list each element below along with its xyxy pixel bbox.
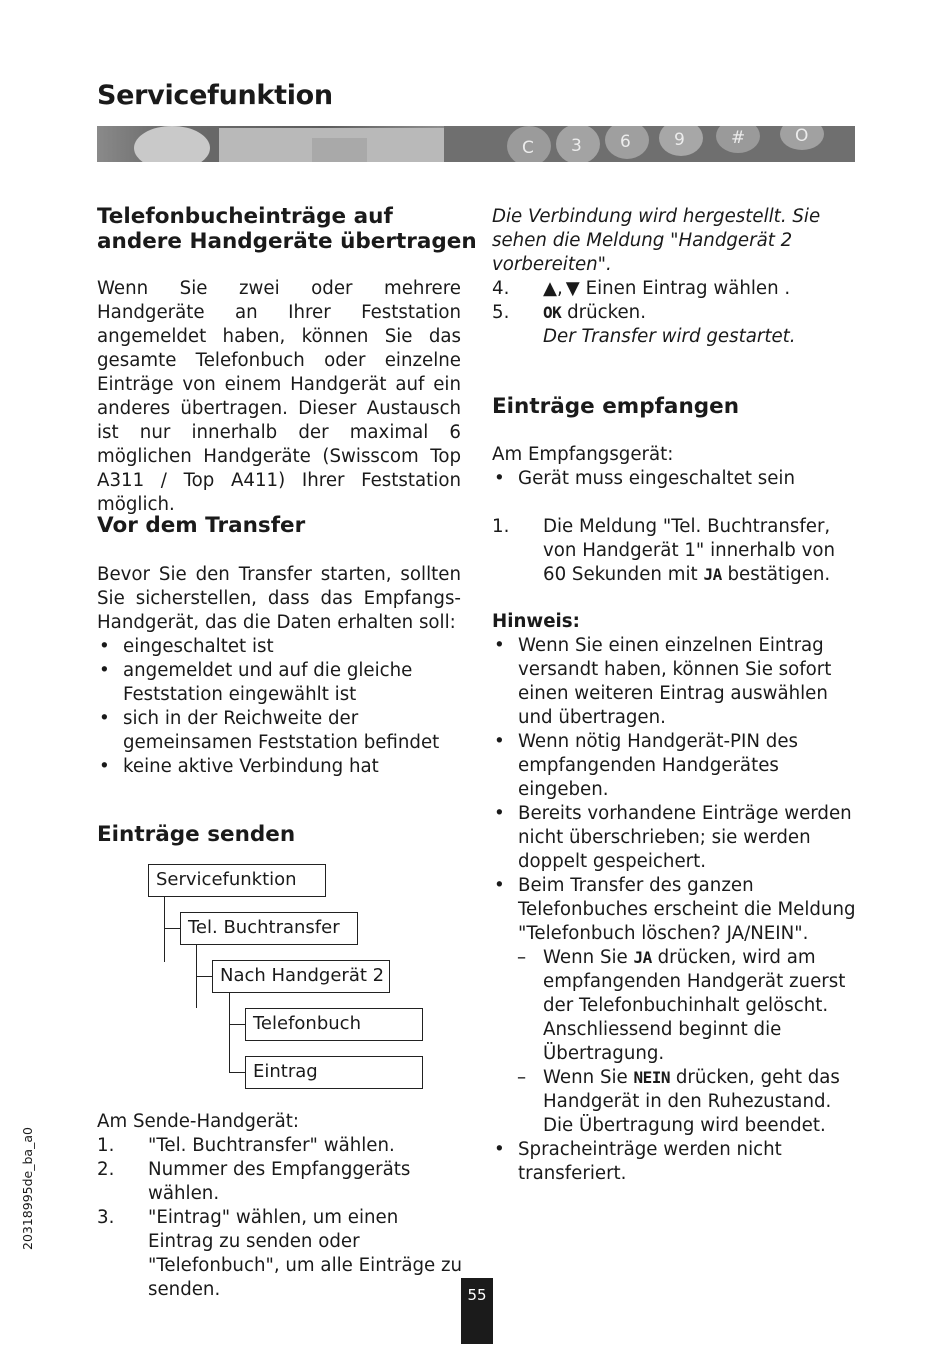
up-arrow-icon: ▲ — [543, 278, 557, 299]
banner-key-6: 6 — [620, 132, 631, 152]
menu-eintrag: Eintrag — [245, 1056, 423, 1089]
heading-receive-entries: Einträge empfangen — [492, 394, 740, 419]
before-section — [97, 563, 461, 779]
receive-label: Am Empfangsgerät: — [492, 444, 674, 465]
connect-note: Die Verbindung wird hergestellt. Sie sehen die Meldung "Handgerät 2 vorbereiten". — [492, 206, 821, 275]
banner-key-c: C — [522, 138, 534, 158]
hint-sub-item: – Wenn Sie NEIN drücken, geht das Handgerät in den Ruhezustand. Die Übertragung wird beendet. — [517, 1067, 840, 1136]
nein-key-icon: NEIN — [633, 1068, 671, 1087]
before-bullet: • angemeldet und auf die gleiche Feststation eingewählt ist — [97, 659, 461, 707]
document-code: 20318995de_ba_a0 — [20, 1127, 35, 1250]
receive-step-1: 1. Die Meldung "Tel. Buchtransfer, von Handgerät 1" innerhalb von 60 Sekunden mit JA bestätigen. — [492, 516, 836, 585]
ok-key-icon: OK — [543, 303, 562, 322]
hint-bullet: • Wenn Sie einen einzelnen Eintrag versandt haben, können Sie sofort einen weiteren Eintrag auswählen und übertragen. — [492, 634, 857, 730]
hint-bullet: • Beim Transfer des ganzen Telefonbuches erscheint die Meldung "Telefonbuch löschen? JA/NEIN". — [492, 874, 857, 946]
send-step: 3. "Eintrag" wählen, um einen Eintrag zu senden oder "Telefonbuch", um alle Einträge zu senden. — [97, 1207, 463, 1300]
down-arrow-icon: ▼ — [565, 278, 580, 299]
hint-heading: Hinweis: — [492, 611, 580, 632]
phone-keypad-image — [97, 126, 855, 162]
ja-key-icon: JA — [703, 565, 722, 584]
menu-servicefunktion: Servicefunktion — [148, 864, 326, 897]
hint-sub-item: – Wenn Sie JA drücken, wird am empfangenden Handgerät zuerst der Telefonbuchinhalt gelöscht. Anschliessend beginnt die Übertragung. — [517, 947, 846, 1064]
before-text: Bevor Sie den Transfer starten, sollten Sie sicherstellen, dass das Empfangs-Handgerät, das die Daten erhalten soll: — [97, 564, 461, 633]
send-step: 2. Nummer des Empfanggeräts wählen. — [97, 1159, 411, 1204]
heading-before-transfer: Vor dem Transfer — [97, 513, 306, 538]
step-5-note: Der Transfer wird gestartet. — [543, 326, 796, 347]
hint-section — [492, 610, 857, 1186]
send-steps — [97, 1110, 467, 1302]
page-title: Servicefunktion — [97, 80, 333, 111]
receive-section — [492, 443, 857, 491]
banner-key-o: O — [795, 126, 809, 146]
hint-bullet: • Spracheinträge werden nicht transferiert. — [492, 1138, 857, 1186]
menu-telefonbuch: Telefonbuch — [245, 1008, 423, 1041]
hint-bullet: • Bereits vorhandene Einträge werden nicht überschrieben; sie werden doppelt gespeichert. — [492, 802, 857, 874]
page-number: 55 — [461, 1278, 493, 1344]
heading-send-entries: Einträge senden — [97, 822, 296, 847]
heading-transfer: Telefonbucheinträge auf andere Handgeräte übertragen — [97, 204, 477, 254]
intro-paragraph: Wenn Sie zwei oder mehrere Handgeräte an Ihrer Feststation angemeldet haben, können Sie das gesamte Telefonbuch oder einzelne Einträge von einem Handgerät auf ein anderes übertragen. Dieser Austausch ist nur innerhalb der maximal 6 möglichen Handgeräte (Swisscom Top A311 / Top A411) Ihrer Feststation möglich. — [97, 278, 461, 515]
send-step: 1. "Tel. Buchtransfer" wählen. — [97, 1135, 395, 1156]
before-bullet: • sich in der Reichweite der gemeinsamen Feststation befindet — [97, 707, 461, 755]
step-4: 4. ▲, ▼ Einen Eintrag wählen . — [492, 278, 791, 299]
step-5: 5. OK drücken. — [492, 302, 646, 323]
banner-key-3: 3 — [571, 136, 582, 156]
before-bullet: • eingeschaltet ist — [97, 635, 461, 659]
receive-bullet: • Gerät muss eingeschaltet sein — [492, 467, 857, 491]
banner-key-hash: # — [731, 128, 746, 148]
hint-bullet: • Wenn nötig Handgerät-PIN des empfangenden Handgerätes eingeben. — [492, 730, 857, 802]
menu-nach-handgeraet-2: Nach Handgerät 2 — [212, 960, 390, 993]
header-phone-banner — [97, 126, 855, 162]
send-label: Am Sende-Handgerät: — [97, 1111, 300, 1132]
steps-4-5 — [492, 277, 857, 349]
before-bullet: • keine aktive Verbindung hat — [97, 755, 461, 779]
banner-key-9: 9 — [674, 130, 685, 150]
menu-tel-buchtransfer: Tel. Buchtransfer — [180, 912, 358, 945]
ja-key-icon: JA — [633, 948, 652, 967]
